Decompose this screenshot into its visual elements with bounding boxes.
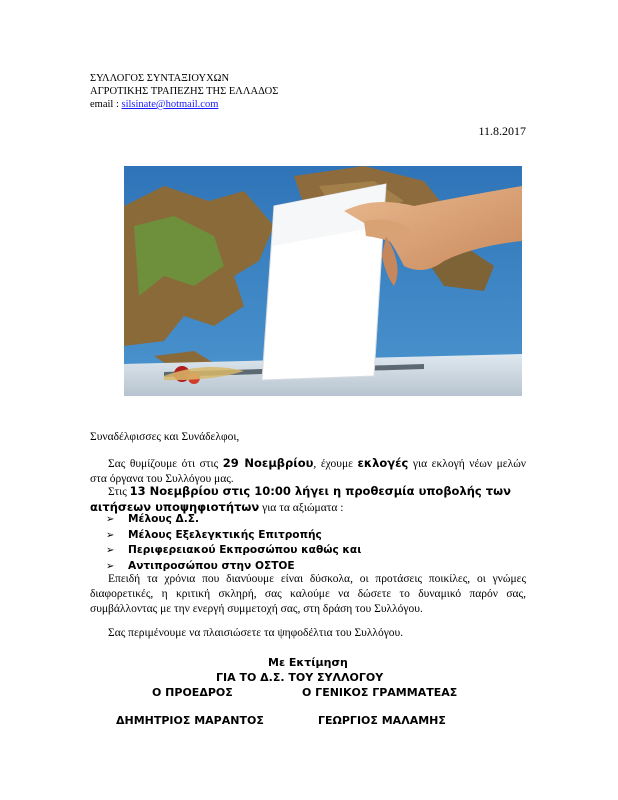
arrow-bullet-icon: ➢	[106, 545, 115, 556]
board-line: ΓΙΑ ΤΟ Δ.Σ. ΤΟΥ ΣΥΛΛΟΓΟΥ	[216, 671, 384, 684]
p1-elections: εκλογές	[357, 456, 409, 470]
list-item: ➢ Αντιπροσώπου στην ΟΣΤΟΕ	[106, 559, 361, 575]
p2-text-1: Στις	[108, 486, 130, 498]
secretary-name: ΓΕΩΡΓΙΟΣ ΜΑΛΑΜΗΣ	[318, 714, 446, 727]
arrow-bullet-icon: ➢	[106, 560, 115, 572]
p2-deadline: 13 Νοεμβρίου στις 10:00 λήγει η προθεσμία υποβολής των αιτήσεων υποψηφιοτήτων	[90, 484, 511, 514]
list-item: ➢ Μέλους Δ.Σ.	[106, 512, 361, 528]
paragraph-call-to-participate: Επειδή τα χρόνια που διανύουμε είναι δύσκολα, οι προτάσεις ποικίλες, οι γνώμες διαφορετικές, η κριτική σκληρή, σας καλούμε να δώσετε το δυναμικό παρόν σας, συμβάλλοντας με την ενεργή συμμετοχή σας, στη δράση του Συλλόγου.	[90, 573, 526, 615]
email-label: email :	[90, 99, 122, 110]
secretary-title: Ο ΓΕΝΙΚΟΣ ΓΡΑΜΜΑΤΕΑΣ	[302, 686, 458, 699]
greeting: Συναδέλφισσες και Συνάδελφοι,	[90, 431, 240, 443]
closing-salutation: Με Εκτίμηση	[268, 656, 348, 669]
p1-text-3: για εκλογή νέων μελών στα όργανα του Συλλόγου μας.	[90, 458, 526, 485]
ballot-photo-illustration	[124, 166, 522, 396]
paragraph-closing: Σας περιμένουμε να πλαισιώσετε τα ψηφοδέλτια του Συλλόγου.	[108, 627, 404, 639]
letter-date: 11.8.2017	[478, 124, 526, 138]
email-line	[90, 98, 218, 111]
p2-text-2: για τα αξιώματα :	[259, 502, 344, 514]
p1-date: 29 Νοεμβρίου	[222, 456, 314, 470]
p1-text-2: , έχουμε	[313, 458, 358, 470]
positions-list	[106, 512, 361, 574]
association-name-line1: ΣΥΛΛΟΓΟΣ ΣΥΝΤΑΞΙΟΥΧΩΝ	[90, 73, 230, 84]
ballot-box-photo	[124, 166, 522, 396]
email-link[interactable]: silsinate@hotmail.com	[121, 99, 219, 110]
paragraph-elections	[90, 456, 526, 487]
arrow-bullet-icon: ➢	[106, 514, 115, 525]
p1-text-1: Σας θυμίζουμε ότι στις	[108, 458, 223, 470]
arrow-bullet-icon: ➢	[106, 529, 115, 541]
list-item: ➢ Μέλους Εξελεγκτικής Επιτροπής	[106, 528, 361, 544]
president-name: ΔΗΜΗΤΡΙΟΣ ΜΑΡΑΝΤΟΣ	[116, 714, 264, 727]
association-name-line2: ΑΓΡΟΤΙΚΗΣ ΤΡΑΠΕΖΗΣ ΤΗΣ ΕΛΛΑΔΟΣ	[90, 86, 279, 97]
president-title: Ο ΠΡΟΕΔΡΟΣ	[152, 686, 233, 699]
list-item: ➢ Περιφερειακού Εκπροσώπου καθώς και	[106, 543, 361, 559]
